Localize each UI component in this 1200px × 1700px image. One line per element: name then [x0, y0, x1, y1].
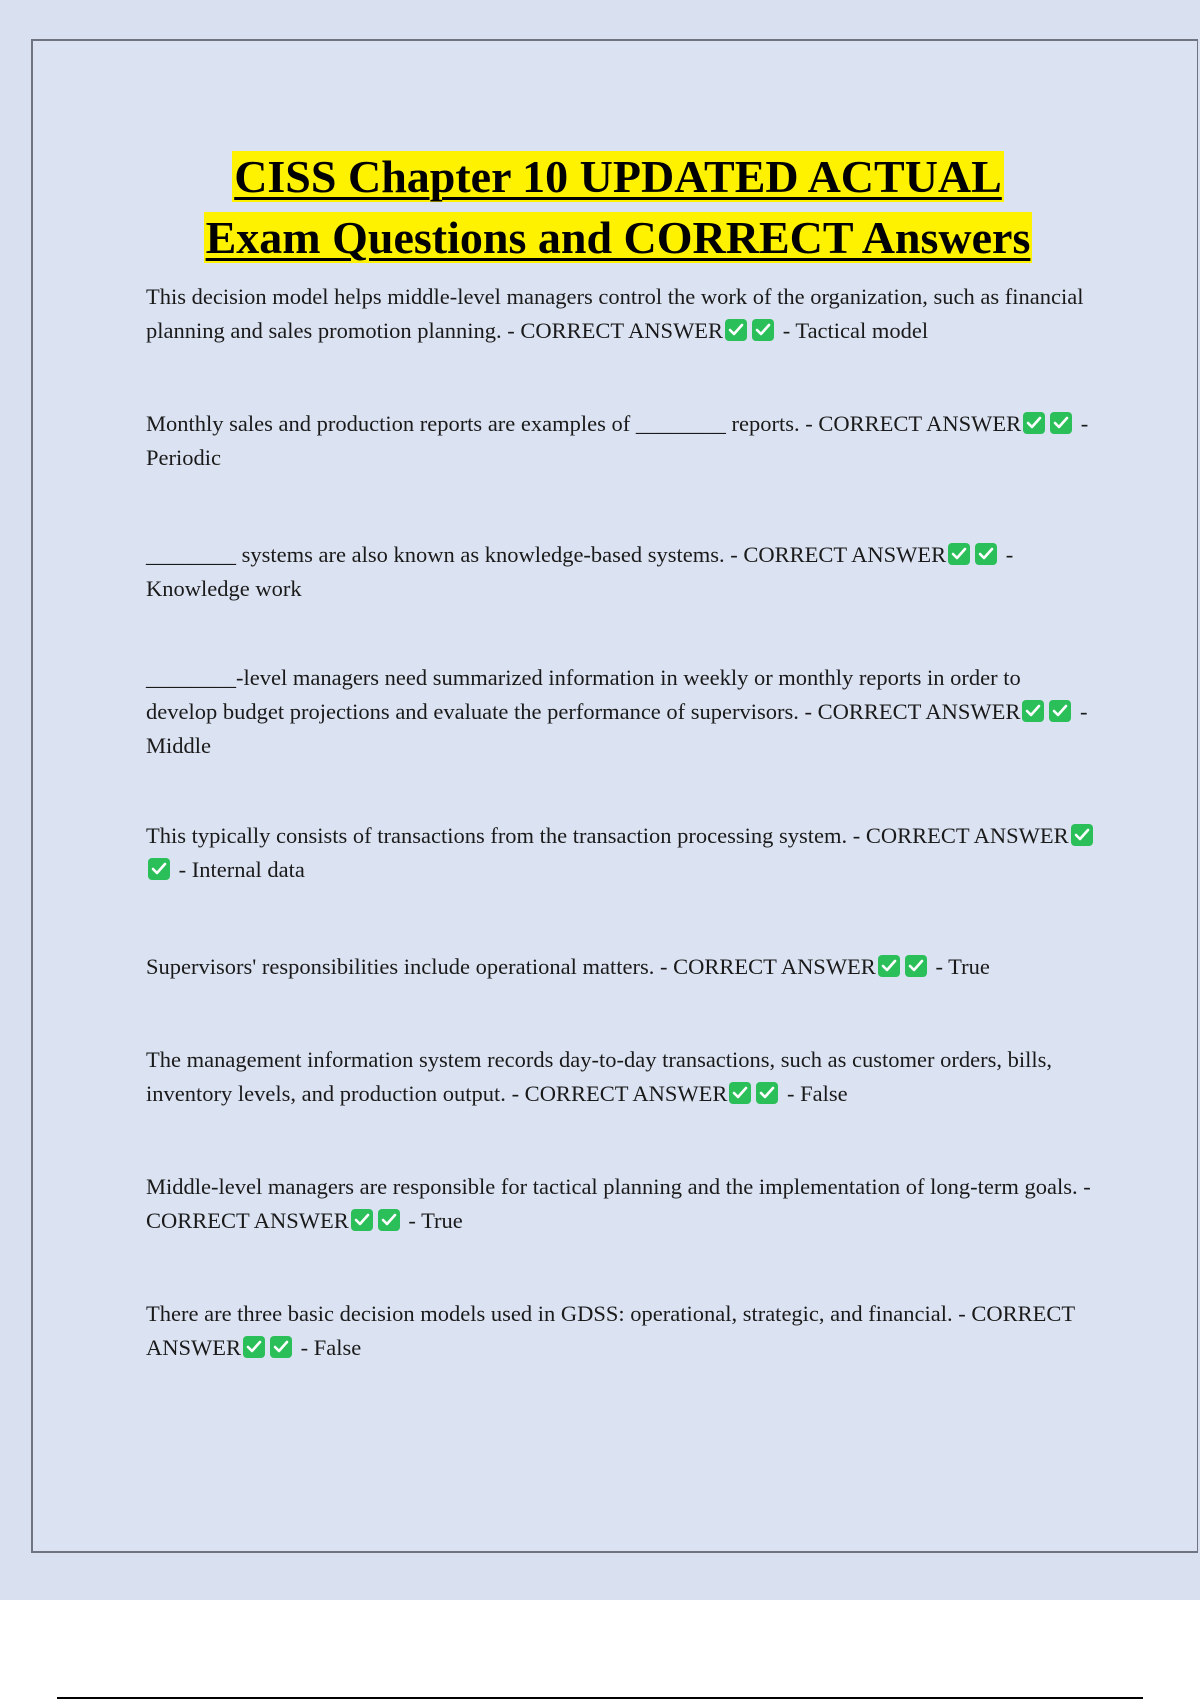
qa-item	[146, 819, 1096, 887]
check-box-icon	[378, 1209, 400, 1231]
question-text: Middle-level managers are responsible for tactical planning and the implementation of long-term goals.	[146, 1174, 1078, 1199]
answer-label: - CORRECT ANSWER	[507, 318, 724, 343]
check-box-icon	[756, 1082, 778, 1104]
check-box-icon	[948, 543, 970, 565]
answer-label: - CORRECT ANSWER	[659, 954, 876, 979]
check-box-icon	[725, 319, 747, 341]
check-box-icon	[148, 858, 170, 880]
answer-label: - CORRECT ANSWER	[805, 411, 1022, 436]
check-box-icon	[729, 1082, 751, 1104]
answer-text: - Tactical model	[782, 318, 929, 343]
answer-text: - Knowledge work	[146, 542, 1014, 601]
answer-label: - CORRECT ANSWER	[146, 1301, 1075, 1360]
title-line-2: Exam Questions and CORRECT Answers	[205, 212, 1031, 263]
answer-label: - CORRECT ANSWER	[146, 1174, 1091, 1233]
answer-label: - CORRECT ANSWER	[730, 542, 947, 567]
answer-text: - False	[300, 1335, 362, 1360]
check-box-icon	[975, 543, 997, 565]
title-line-1: CISS Chapter 10 UPDATED ACTUAL	[234, 151, 1002, 202]
bottom-rule	[57, 1697, 1143, 1699]
check-box-icon	[752, 319, 774, 341]
qa-item	[146, 538, 1096, 606]
answer-text: - True	[408, 1208, 463, 1233]
question-text: ________-level managers need summarized information in weekly or monthly reports in order to develop budget projections and evaluate the performance of supervisors.	[146, 665, 1021, 724]
check-box-icon	[270, 1336, 292, 1358]
document-title	[0, 146, 1200, 268]
answer-label: - CORRECT ANSWER	[804, 699, 1021, 724]
qa-item	[146, 1297, 1096, 1365]
answer-label: - CORRECT ANSWER	[852, 823, 1069, 848]
question-text: There are three basic decision models used in GDSS: operational, strategic, and financial.	[146, 1301, 953, 1326]
answer-text: - False	[787, 1081, 848, 1106]
answer-text: - Periodic	[146, 411, 1089, 470]
question-text: Supervisors' responsibilities include operational matters.	[146, 954, 655, 979]
check-box-icon	[905, 955, 927, 977]
check-box-icon	[878, 955, 900, 977]
check-box-icon	[1023, 412, 1045, 434]
qa-item	[146, 950, 1096, 984]
answer-text: - Middle	[146, 699, 1088, 758]
question-text: Monthly sales and production reports are examples of ________ reports.	[146, 411, 800, 436]
check-box-icon	[1071, 824, 1093, 846]
check-box-icon	[351, 1209, 373, 1231]
qa-item	[146, 1170, 1096, 1238]
qa-item	[146, 407, 1096, 475]
answer-text: - Internal data	[178, 857, 305, 882]
question-text: This typically consists of transactions from the transaction processing system.	[146, 823, 848, 848]
qa-item	[146, 1043, 1096, 1111]
question-text: ________ systems are also known as knowledge-based systems.	[146, 542, 725, 567]
question-text: This decision model helps middle-level managers control the work of the organization, such as financial planning and sales promotion planning.	[146, 284, 1084, 343]
check-box-icon	[1050, 412, 1072, 434]
answer-label: - CORRECT ANSWER	[511, 1081, 728, 1106]
qa-item	[146, 661, 1096, 763]
qa-item	[146, 280, 1096, 348]
answer-text: - True	[935, 954, 990, 979]
check-box-icon	[1022, 700, 1044, 722]
check-box-icon	[1049, 700, 1071, 722]
question-text: The management information system records day-to-day transactions, such as customer orders, bills, inventory levels, and production output.	[146, 1047, 1052, 1106]
check-box-icon	[243, 1336, 265, 1358]
